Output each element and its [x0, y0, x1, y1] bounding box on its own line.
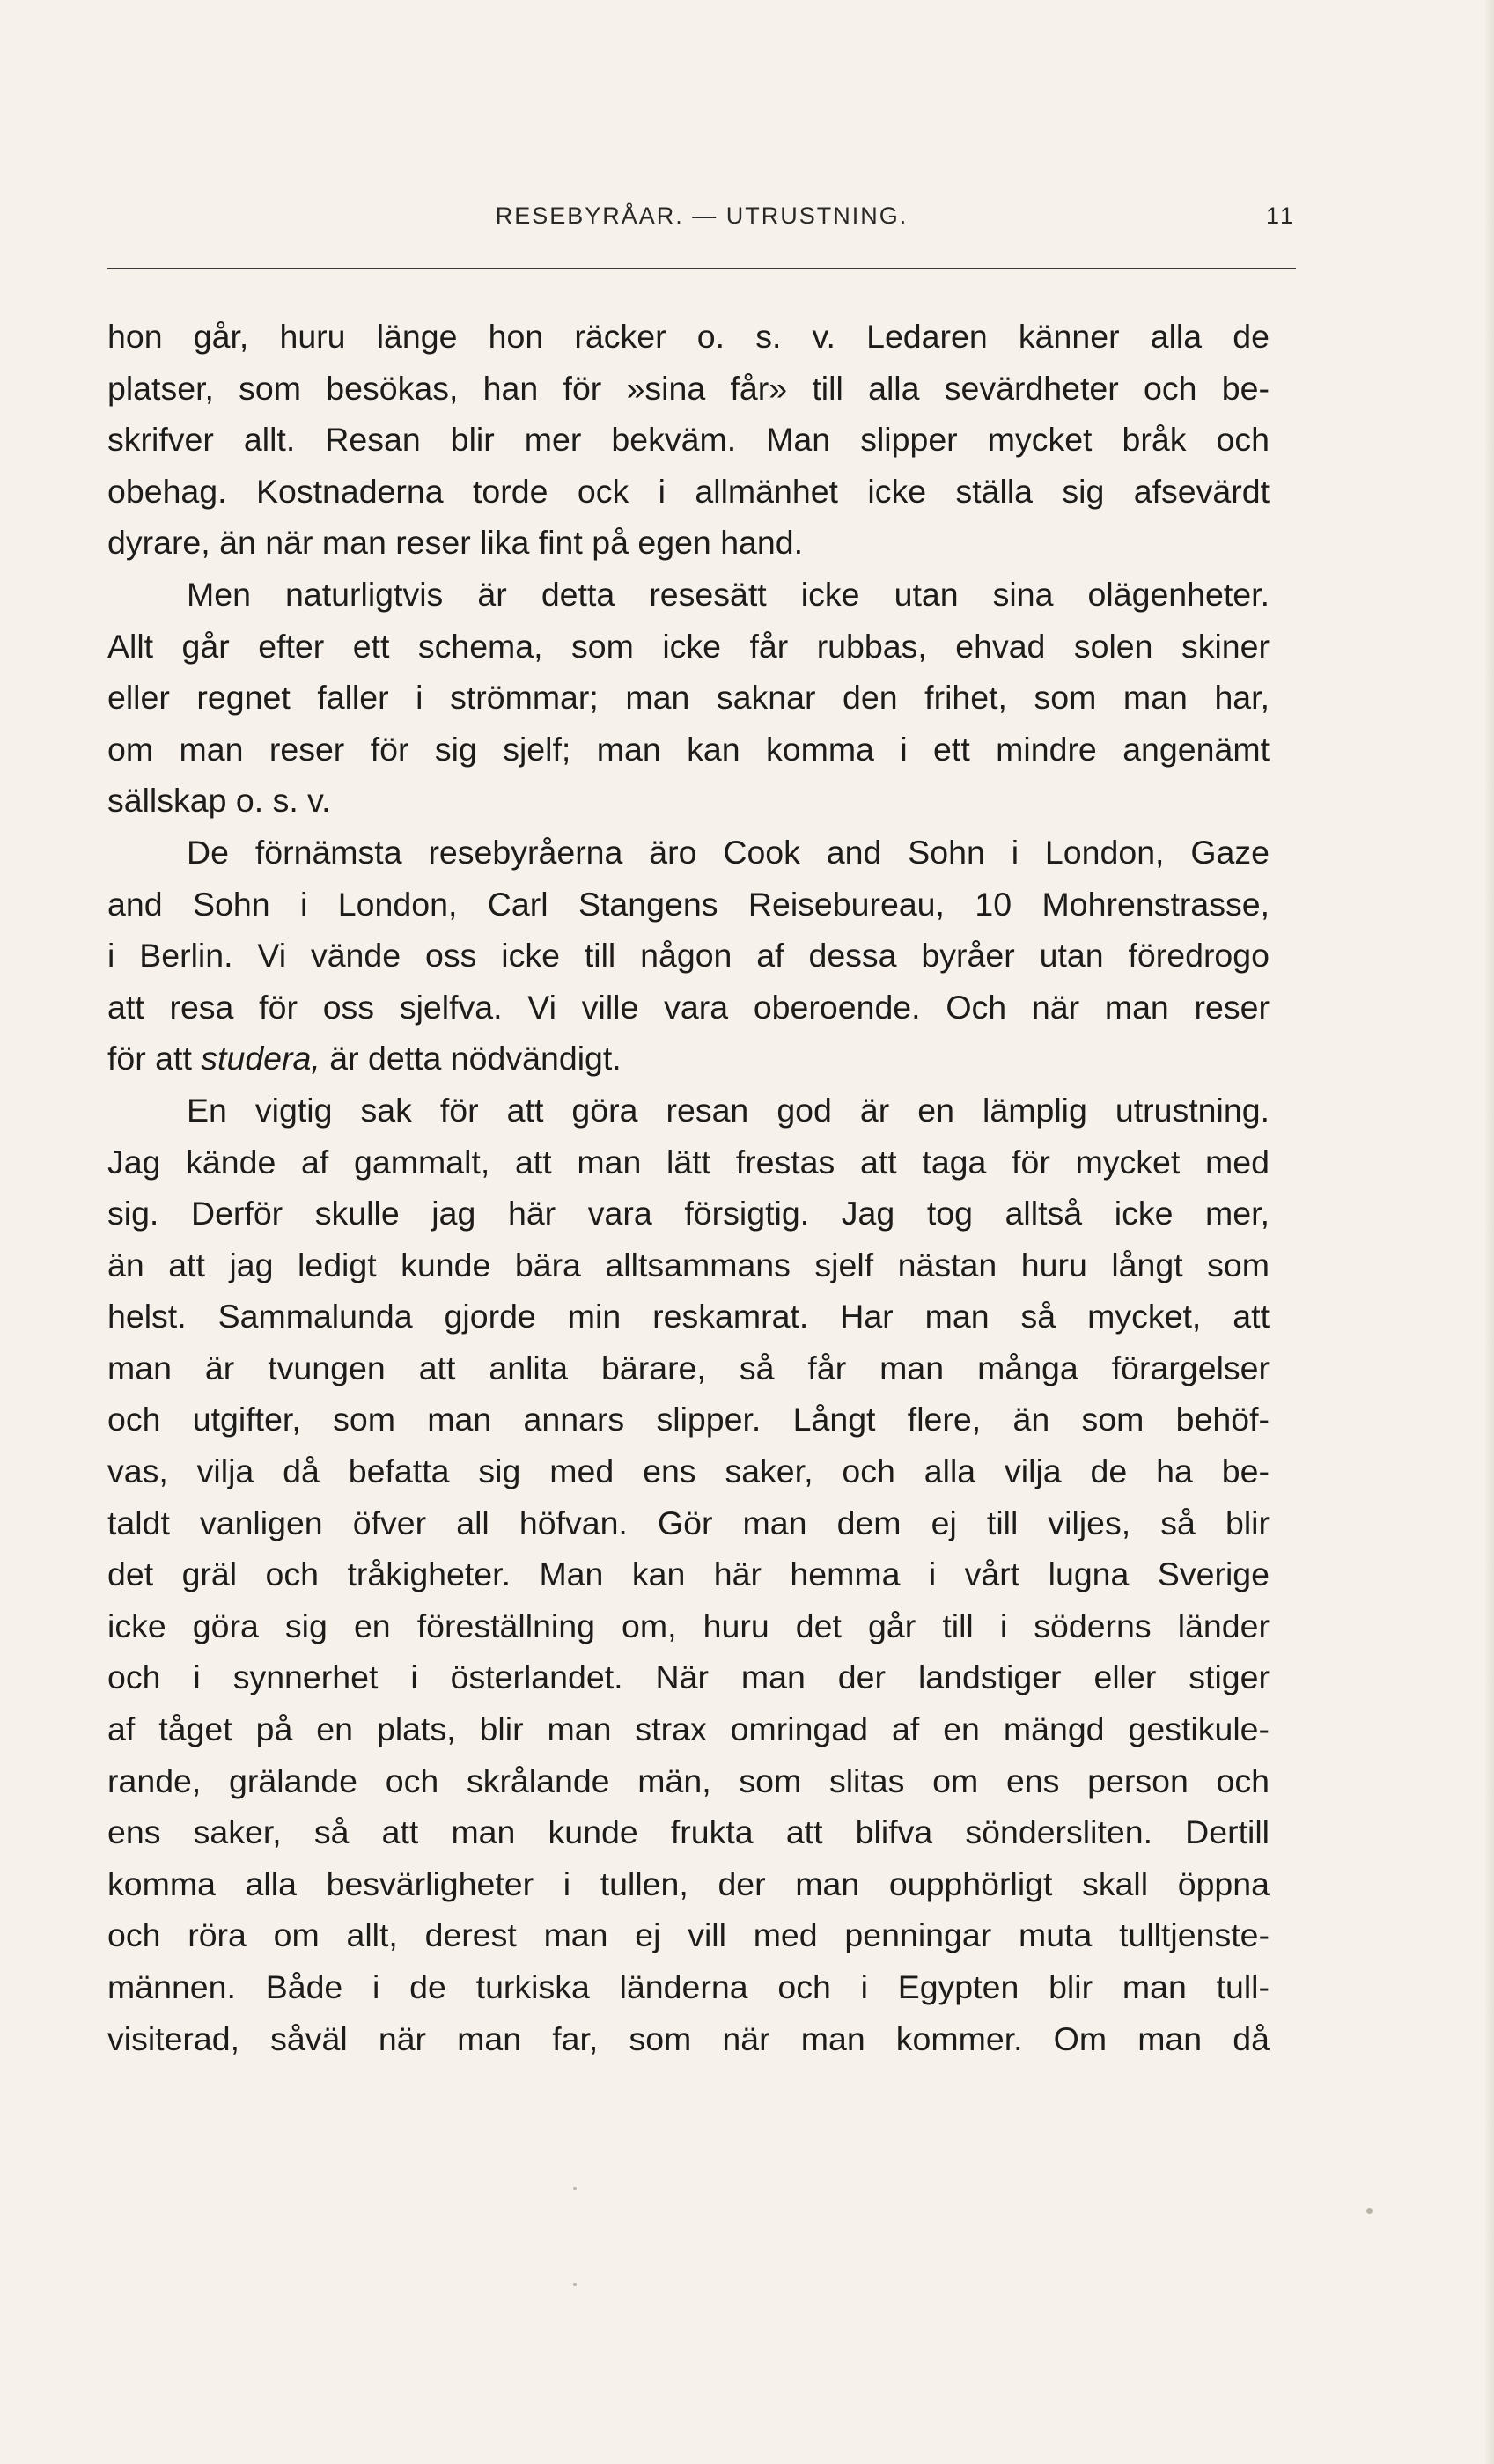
text-line: det gräl och tråkigheter. Man kan här hemma i vårt lugna Sverige [107, 1556, 1270, 1593]
text-line: skrifver allt. Resan blir mer bekväm. Man slipper mycket bråk och [107, 421, 1270, 459]
text-line: sällskap o. s. v. [107, 782, 331, 820]
text-line: och i synnerhet i österlandet. När man der landstiger eller stiger [107, 1659, 1270, 1696]
running-head [107, 202, 1296, 241]
text-line: Men naturligtvis är detta resesätt icke utan sina olägenheter. [187, 575, 1270, 613]
paper-speck [573, 2283, 577, 2286]
text-line: männen. Både i de turkiska länderna och i Egypten blir man tull- [107, 1968, 1270, 2005]
text-line: och utgifter, som man annars slipper. Långt flere, än som behöf- [107, 1401, 1270, 1438]
text-line: än att jag ledigt kunde bära alltsammans sjelf nästan huru långt som [107, 1246, 1270, 1283]
text-line: rande, grälande och skrålande män, som slitas om ens person och [107, 1762, 1270, 1799]
text-line: De förnämsta resebyråerna äro Cook and Sohn i London, Gaze [187, 833, 1270, 871]
text-line: i Berlin. Vi vände oss icke till någon af dessa byråer utan föredrogo [107, 937, 1270, 975]
header-rule [107, 268, 1296, 269]
text-line: hon går, huru länge hon räcker o. s. v. Ledaren känner alla de [107, 318, 1270, 355]
text-line: och röra om allt, derest man ej vill med penningar muta tulltjenste- [107, 1916, 1270, 1954]
text-line: En vigtig sak för att göra resan god är en lämplig utrustning. [187, 1091, 1270, 1129]
text-line: and Sohn i London, Carl Stangens Reisebureau, 10 Mohrenstrasse, [107, 885, 1270, 923]
text-line: visiterad, såväl när man far, som när man kommer. Om man då [107, 2019, 1270, 2057]
text-line: icke göra sig en föreställning om, huru det går till i söderns länder [107, 1607, 1270, 1644]
page-edge [1485, 0, 1494, 2464]
text-line: sig. Derför skulle jag här vara försigtig. Jag tog alltså icke mer, [107, 1195, 1270, 1232]
text-line-mixed [107, 1033, 1270, 1085]
paper-speck [1366, 2208, 1373, 2214]
text-line: platser, som besökas, han för »sina får» till alla sevärdheter och be- [107, 369, 1270, 407]
text-line: om man reser för sig sjelf; man kan komma i ett mindre angenämt [107, 730, 1270, 768]
text-line: ens saker, så att man kunde frukta att blifva söndersliten. Dertill [107, 1813, 1270, 1851]
text-line: taldt vanligen öfver all höfvan. Gör man dem ej till viljes, så blir [107, 1504, 1270, 1541]
text-line: man är tvungen att anlita bärare, så får man många förargelser [107, 1349, 1270, 1386]
text-line: obehag. Kostnaderna torde ock i allmänhet icke ställa sig afsevärdt [107, 472, 1270, 510]
paper-speck [573, 2187, 577, 2190]
italic-word: studera, [201, 1040, 320, 1078]
body-text [107, 311, 1270, 2064]
text-line: Jag kände af gammalt, att man lätt frestas att taga för mycket med [107, 1143, 1270, 1181]
text-line: komma alla besvärligheter i tullen, der man oupphörligt skall öppna [107, 1865, 1270, 1902]
text-segment: är detta nödvändigt. [329, 1040, 622, 1078]
text-line: af tåget på en plats, blir man strax omringad af en mängd gestikule- [107, 1710, 1270, 1748]
text-line: Allt går efter ett schema, som icke får rubbas, ehvad solen skiner [107, 627, 1270, 665]
running-title: RESEBYRÅAR. — UTRUSTNING. [495, 202, 909, 229]
text-segment: för att [107, 1040, 192, 1078]
text-line: eller regnet faller i strömmar; man saknar den frihet, som man har, [107, 679, 1270, 717]
text-line: helst. Sammalunda gjorde min reskamrat. Har man så mycket, att [107, 1298, 1270, 1335]
page-number: 11 [1265, 202, 1296, 229]
text-line: dyrare, än när man reser lika fint på egen hand. [107, 524, 804, 562]
text-line: vas, vilja då befatta sig med ens saker, och alla vilja de ha be- [107, 1453, 1270, 1490]
text-line: att resa för oss sjelfva. Vi ville vara oberoende. Och när man reser [107, 988, 1270, 1026]
